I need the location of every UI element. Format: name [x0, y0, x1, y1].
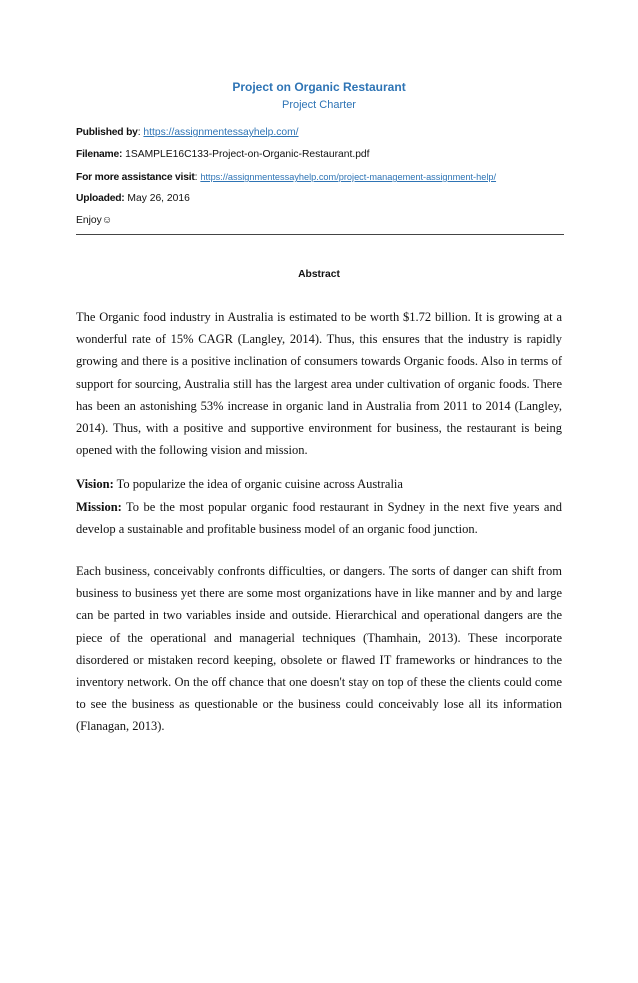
enjoy-row [76, 210, 562, 232]
filename-row [76, 144, 562, 166]
assistance-label: For more assistance visit [76, 172, 195, 183]
document-page [0, 80, 638, 983]
risk-paragraph: Each business, conceivably confronts difficulties, or dangers. The sorts of danger can shift from business to business yet there are some most organizations have in like manner and by and large can be parted in two variables inside and outside. Hierarchical and operational dangers are the piece of the operational and managerial techniques (Thamhain, 2013). These incorporate disordered or mistaken record keeping, obsolete or flawed IT frameworks or hindrances to the inventory network. On the off chance that one doesn't stay on top of these the clients could come to see the business as questionable or the business could conceivably lose all its information (Flanagan, 2013). [76, 564, 562, 734]
header-divider [76, 234, 564, 235]
assistance-separator: : [194, 172, 201, 183]
uploaded-label: Uploaded: [76, 193, 125, 204]
vision-statement [76, 473, 562, 495]
abstract-heading: Abstract [298, 269, 340, 280]
enjoy-text: Enjoy☺ [76, 215, 113, 226]
abstract-paragraph-1: The Organic food industry in Australia is estimated to be worth $1.72 billion. It is growing at a wonderful rate of 15% CAGR (Langley, 2014). Thus, this ensures that the industry is rapidly growing and there is a positive inclination of consumers towards Organic foods. Also in terms of support for sourcing, Australia still has the largest area under cultivation of organic foods. There has been an astonishing 53% increase in organic land in Australia from 2011 to 2014 (Langley, 2014). Thus, with a positive and supportive environment for business, the restaurant is being opened with the following vision and mission. [76, 310, 562, 458]
uploaded-row [76, 188, 562, 210]
filename-value: 1SAMPLE16C133-Project-on-Organic-Restaurant.pdf [122, 149, 370, 160]
vision-label: Vision: [76, 477, 114, 492]
filename-label: Filename: [76, 149, 123, 160]
vision-text: To popularize the idea of organic cuisine across Australia [113, 477, 403, 492]
uploaded-value: May 26, 2016 [124, 193, 190, 204]
mission-statement [76, 496, 562, 540]
document-title: Project on Organic Restaurant [232, 80, 406, 94]
document-subtitle: Project Charter [282, 99, 356, 111]
published-by-label: Published by [76, 127, 138, 138]
metadata-block [76, 122, 562, 232]
assistance-row [76, 166, 562, 188]
mission-text: To be the most popular organic food restaurant in Sydney in the next five years and develop a sustainable and profitable business model of an organic food junction. [76, 499, 562, 536]
published-by-link[interactable]: https://assignmentessayhelp.com/ [143, 127, 299, 138]
mission-label: Mission: [76, 499, 122, 514]
published-by-separator: : [137, 127, 144, 138]
published-by-row [76, 122, 562, 144]
assistance-link[interactable]: https://assignmentessayhelp.com/project-management-assignment-help/ [200, 172, 497, 182]
